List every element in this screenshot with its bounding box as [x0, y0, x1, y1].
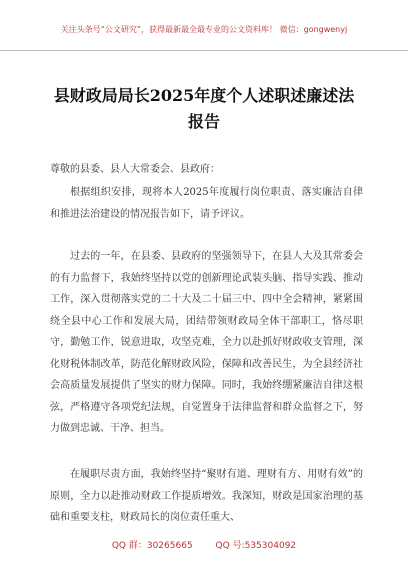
paragraph-duties: 在履职尽责方面，我始终坚持“聚财有道、理财有方、用财有效”的原则，全力以赴推动财政工作提质增效。我深知，财政是国家治理的基础和重要支柱，财政局长的岗位责任重大、: [50, 469, 363, 523]
footer-qq-group: QQ 群：30265665: [111, 541, 193, 551]
paragraph-overview: 过去的一年，在县委、县政府的坚强领导下，在县人大及其常委会的有力监督下，我始终坚持以党的创新理论武装头脑、指导实践、推动工作，深入贯彻落实党的二十大及二十届三中、四中全会精神，紧紧围绕全县中心工作和发展大局，团结带领财政局全体干部职工，恪尽职守，勤勉工作，锐意进取，攻坚克难，全力以赴抓好财政收支管理，深化财税体制改革，防范化解财政风险，保障和改善民生，为全县经济社会高质量发展提供了坚实的财力保障。同时，我始终绷紧廉洁自律这根弦，严格遵守各项党纪法规，自觉置身于法律监督和群众监督之下，努力做到忠诚、干净、担当。: [50, 251, 363, 434]
header-note: 关注头条号“公文研究”，获得最新最全最专业的公文资料库！ 微信：gongwenyj: [60, 25, 348, 34]
footer: [0, 538, 408, 551]
paragraph-intro: 根据组织安排，现将本人2025年度履行岗位职责、落实廉洁自律和推进法治建设的情况报告如下，请予评议。: [50, 187, 363, 220]
footer-qq-number: QQ 号:535304092: [215, 541, 297, 551]
document-title: 县财政局局长2025年度个人述职述廉述法报告: [53, 86, 355, 131]
salutation: 尊敬的县委、县人大常委会、县政府：: [50, 164, 220, 175]
